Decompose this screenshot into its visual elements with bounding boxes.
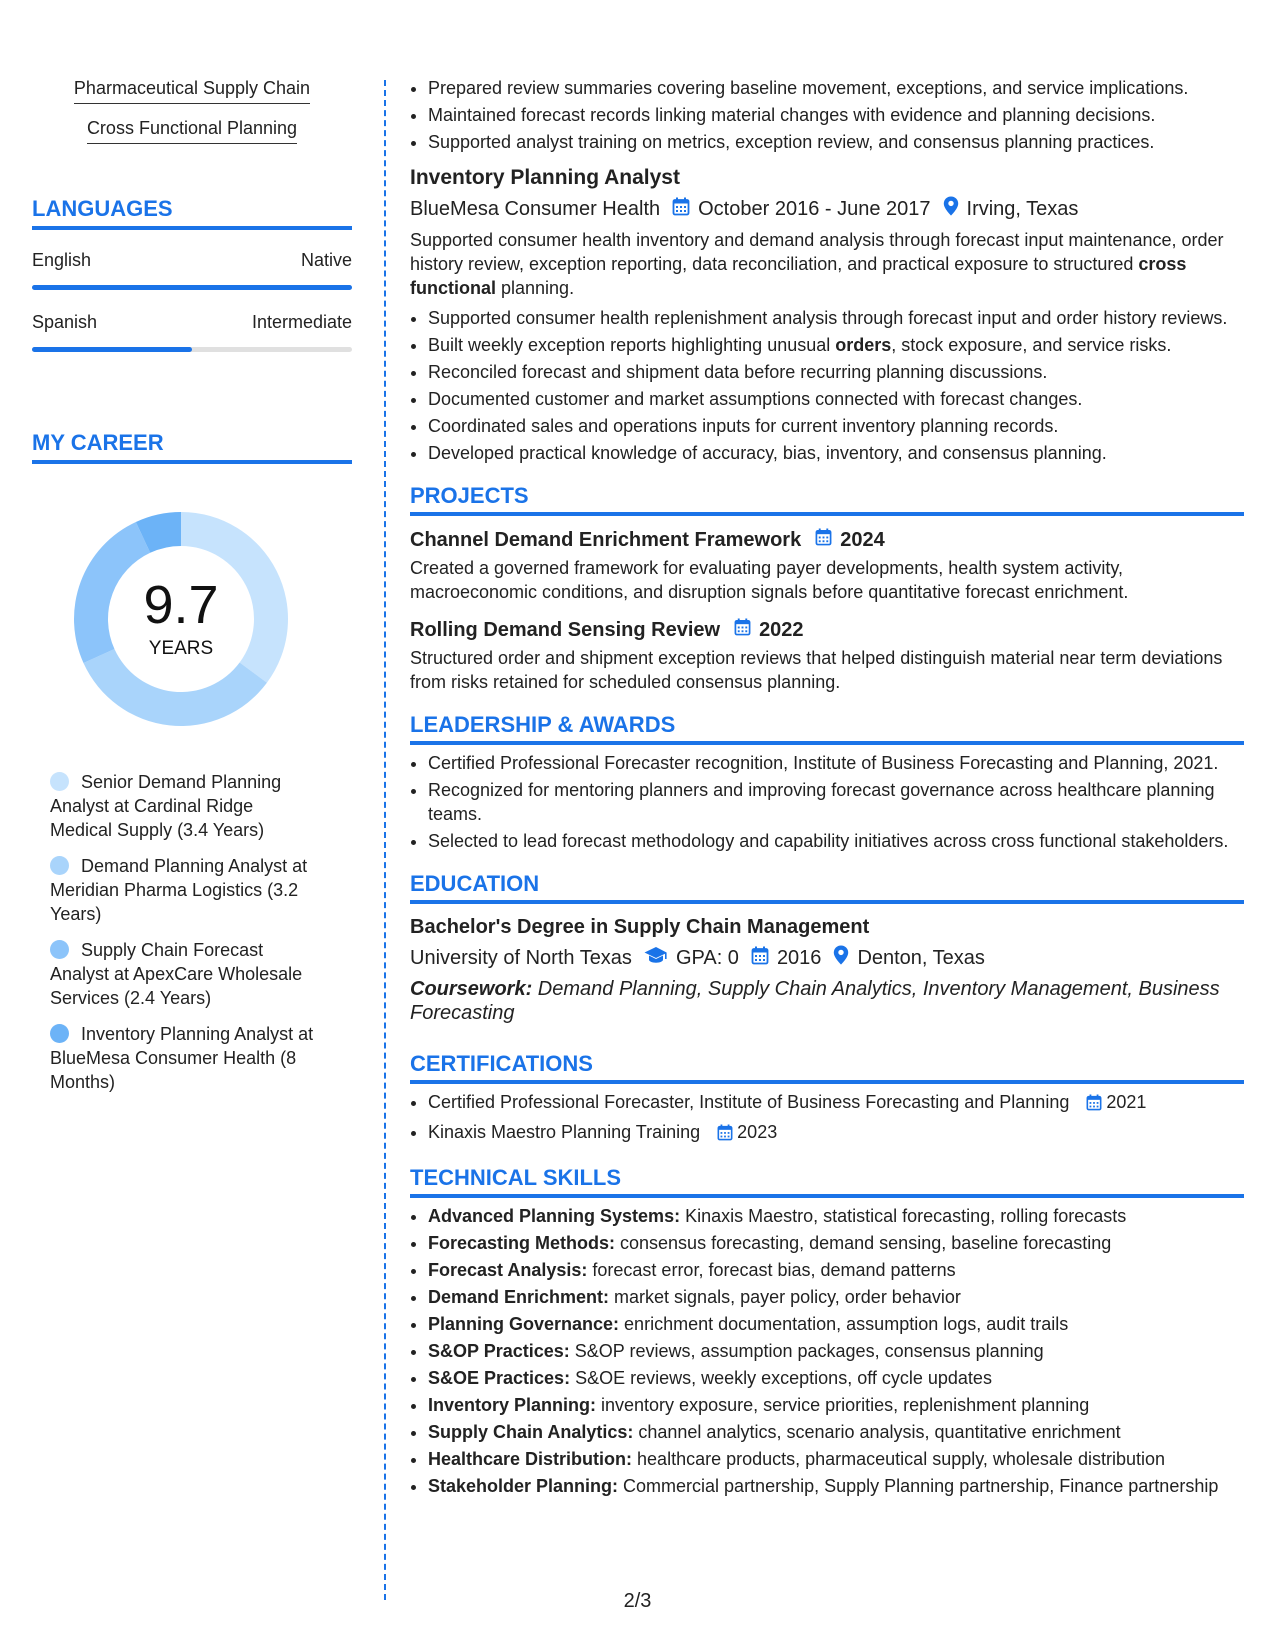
language-level: Intermediate <box>251 312 352 332</box>
skill-label: Forecast Analysis: <box>428 1260 588 1280</box>
certification-item <box>428 1090 1244 1117</box>
calendar-icon <box>672 197 690 222</box>
certifications-list <box>410 1090 1244 1147</box>
career-legend-item <box>50 854 320 926</box>
bullet-item: • Recognized for mentoring planners and improving forecast governance across healthcare planning teams. <box>428 778 1244 826</box>
previous-job-bullets <box>410 76 1244 154</box>
bullet-item: • Maintained forecast records linking material changes with evidence and planning decisions. <box>428 103 1244 127</box>
projects-heading: PROJECTS <box>410 483 1244 516</box>
leadership-list <box>410 751 1244 853</box>
leadership-heading: LEADERSHIP & AWARDS <box>410 712 1244 745</box>
skill-label: Advanced Planning Systems: <box>428 1206 681 1226</box>
skill-label: Healthcare Distribution: <box>428 1449 633 1469</box>
legend-dot <box>50 1024 69 1043</box>
skill-item <box>428 1231 1244 1255</box>
left-column <box>32 78 352 1106</box>
project-title: Channel Demand Enrichment Framework <box>410 528 802 551</box>
company-name: BlueMesa Consumer Health <box>410 197 661 220</box>
language-item <box>32 312 352 352</box>
bullet-item: • Selected to lead forecast methodology and capability initiatives across cross functional stakeholders. <box>428 829 1244 853</box>
calendar-icon <box>1086 1093 1102 1117</box>
gpa: GPA: 0 <box>675 946 739 969</box>
skill-value: consensus forecasting, demand sensing, baseline forecasting <box>615 1233 1112 1253</box>
bullet-item: • Certified Professional Forecaster recognition, Institute of Business Forecasting and Planning, 2021. <box>428 751 1244 775</box>
skills-list <box>410 1204 1244 1498</box>
certifications-heading: CERTIFICATIONS <box>410 1051 1244 1084</box>
career-legend-text: Inventory Planning Analyst at BlueMesa Consumer Health (8 Months) <box>50 1024 314 1092</box>
skill-tag-label: Pharmaceutical Supply Chain <box>74 78 310 104</box>
career-legend-text: Senior Demand Planning Analyst at Cardinal Ridge Medical Supply (3.4 Years) <box>50 772 282 840</box>
career-legend <box>50 770 320 1094</box>
skill-item <box>428 1366 1244 1390</box>
career-legend-item <box>50 770 320 842</box>
skill-tag <box>32 78 352 104</box>
career-legend-item <box>50 1022 320 1094</box>
job-summary-text: Supported consumer health inventory and demand analysis through forecast input maintenance, order history review, exception reporting, data reconciliation, and practical exposure to structured <box>410 230 1224 274</box>
page-number: 2/3 <box>623 1590 652 1612</box>
certification-item <box>428 1120 1244 1147</box>
legend-dot <box>50 940 69 959</box>
skill-label: Planning Governance: <box>428 1314 620 1334</box>
project-description: Created a governed framework for evaluating payer developments, health system activity, macroeconomic conditions, and disruption signals before quantitative forecast enrichment. <box>410 558 1129 602</box>
calendar-icon <box>815 528 832 552</box>
location-pin-icon <box>943 196 959 222</box>
project-year: 2024 <box>840 528 885 551</box>
career-unit: YEARS <box>148 638 214 659</box>
bullet-item: • Developed practical knowledge of accuracy, bias, inventory, and consensus planning. <box>428 441 1244 465</box>
bullet-text: Built weekly exception reports highlighting unusual <box>428 335 836 355</box>
skill-label: Forecasting Methods: <box>428 1233 616 1253</box>
location-pin-icon <box>833 945 849 971</box>
skill-item <box>428 1312 1244 1336</box>
job-meta <box>410 196 1244 222</box>
graduation-cap-icon <box>644 946 668 970</box>
bullet-item: • Supported analyst training on metrics, exception review, and consensus planning practices. <box>428 130 1244 154</box>
language-bar <box>32 347 352 352</box>
legend-dot <box>50 856 69 875</box>
job-dates: October 2016 - June 2017 <box>698 197 931 220</box>
career-legend-text: Demand Planning Analyst at Meridian Pharma Logistics (3.2 Years) <box>50 856 308 924</box>
bullet-item: • Coordinated sales and operations inputs for current inventory planning records. <box>428 414 1244 438</box>
job-summary-text: planning. <box>496 278 575 298</box>
language-name: Spanish <box>32 312 98 332</box>
education-meta <box>410 945 1244 971</box>
career-legend-text: Supply Chain Forecast Analyst at ApexCare Wholesale Services (2.4 Years) <box>50 940 303 1008</box>
skill-label: S&OE Practices: <box>428 1368 571 1388</box>
job-bullets <box>410 306 1244 465</box>
skill-label: Supply Chain Analytics: <box>428 1422 634 1442</box>
skill-value: market signals, payer policy, order behavior <box>609 1287 961 1307</box>
skill-value: Commercial partnership, Supply Planning partnership, Finance partnership <box>618 1476 1219 1496</box>
skill-item <box>428 1393 1244 1417</box>
skill-item <box>428 1258 1244 1282</box>
calendar-icon <box>717 1123 733 1147</box>
language-bar <box>32 285 352 290</box>
coursework-label: Coursework: <box>410 978 533 1000</box>
bullet-item: • Reconciled forecast and shipment data before recurring planning discussions. <box>428 360 1244 384</box>
job-summary-bold: cross functional <box>410 254 1187 298</box>
skill-value: forecast error, forecast bias, demand patterns <box>587 1260 956 1280</box>
education-heading: EDUCATION <box>410 871 1244 904</box>
school-name: University of North Texas <box>410 946 632 969</box>
languages-heading: LANGUAGES <box>32 196 352 230</box>
bullet-item: • Supported consumer health replenishment analysis through forecast input and order history reviews. <box>428 306 1244 330</box>
graduation-year: 2016 <box>776 946 822 969</box>
skill-item <box>428 1447 1244 1471</box>
skill-item <box>428 1285 1244 1309</box>
language-bar-fill <box>32 285 352 290</box>
career-total: 9.7 <box>143 575 219 635</box>
skill-value: S&OP reviews, assumption packages, consensus planning <box>569 1341 1044 1361</box>
skill-value: channel analytics, scenario analysis, quantitative enrichment <box>633 1422 1121 1442</box>
skill-label: Inventory Planning: <box>428 1395 597 1415</box>
legend-dot <box>50 772 69 791</box>
bullet-text: , stock exposure, and service risks. <box>891 335 1172 355</box>
skill-item <box>428 1339 1244 1363</box>
skill-label: S&OP Practices: <box>428 1341 570 1361</box>
skill-value: inventory exposure, service priorities, replenishment planning <box>596 1395 1090 1415</box>
certification-year: 2023 <box>737 1122 778 1142</box>
skill-tag-label: Cross Functional Planning <box>87 118 297 144</box>
language-name: English <box>32 250 92 270</box>
project-item <box>410 528 1244 604</box>
certification-year: 2021 <box>1106 1092 1147 1112</box>
right-column <box>410 76 1244 1501</box>
calendar-icon <box>751 946 769 971</box>
skill-value: enrichment documentation, assumption logs, audit trails <box>619 1314 1069 1334</box>
bullet-item: • Documented customer and market assumptions connected with forecast changes. <box>428 387 1244 411</box>
skill-value: Kinaxis Maestro, statistical forecasting, rolling forecasts <box>680 1206 1127 1226</box>
skill-value: S&OE reviews, weekly exceptions, off cycle updates <box>570 1368 992 1388</box>
skill-tag <box>32 118 352 144</box>
language-item <box>32 250 352 290</box>
project-description: Structured order and shipment exception reviews that helped distinguish material near term deviations from risks retained for scheduled consensus planning. <box>410 648 1223 692</box>
skill-label: Demand Enrichment: <box>428 1287 610 1307</box>
certification-name: Certified Professional Forecaster, Institute of Business Forecasting and Planning <box>428 1092 1070 1112</box>
career-legend-item <box>50 938 320 1010</box>
career-donut <box>66 504 296 734</box>
skill-item <box>428 1420 1244 1444</box>
job-summary <box>410 228 1244 300</box>
coursework <box>410 977 1244 1025</box>
bullet-bold: orders <box>835 335 892 355</box>
column-divider <box>384 80 386 1600</box>
project-title: Rolling Demand Sensing Review <box>410 618 721 641</box>
degree-title: Bachelor's Degree in Supply Chain Management <box>410 916 870 938</box>
skill-value: healthcare products, pharmaceutical supply, wholesale distribution <box>632 1449 1165 1469</box>
technical-skills-heading: TECHNICAL SKILLS <box>410 1165 1244 1198</box>
coursework-text: Demand Planning, Supply Chain Analytics, Inventory Management, Business Forecasting <box>410 978 1220 1024</box>
certification-name: Kinaxis Maestro Planning Training <box>428 1122 701 1142</box>
language-bar-fill <box>32 347 192 352</box>
skill-item <box>428 1474 1244 1498</box>
bullet-item: • Prepared review summaries covering baseline movement, exceptions, and service implications. <box>428 76 1244 100</box>
bullet-item <box>428 333 1244 357</box>
skill-item <box>428 1204 1244 1228</box>
calendar-icon <box>734 618 751 642</box>
language-level: Native <box>300 250 352 270</box>
school-location: Denton, Texas <box>857 946 985 969</box>
skill-label: Stakeholder Planning: <box>428 1476 619 1496</box>
job-title: Inventory Planning Analyst <box>410 166 680 189</box>
project-year: 2022 <box>759 618 804 641</box>
job-location: Irving, Texas <box>966 197 1079 220</box>
career-heading: MY CAREER <box>32 430 352 464</box>
project-item <box>410 618 1244 694</box>
